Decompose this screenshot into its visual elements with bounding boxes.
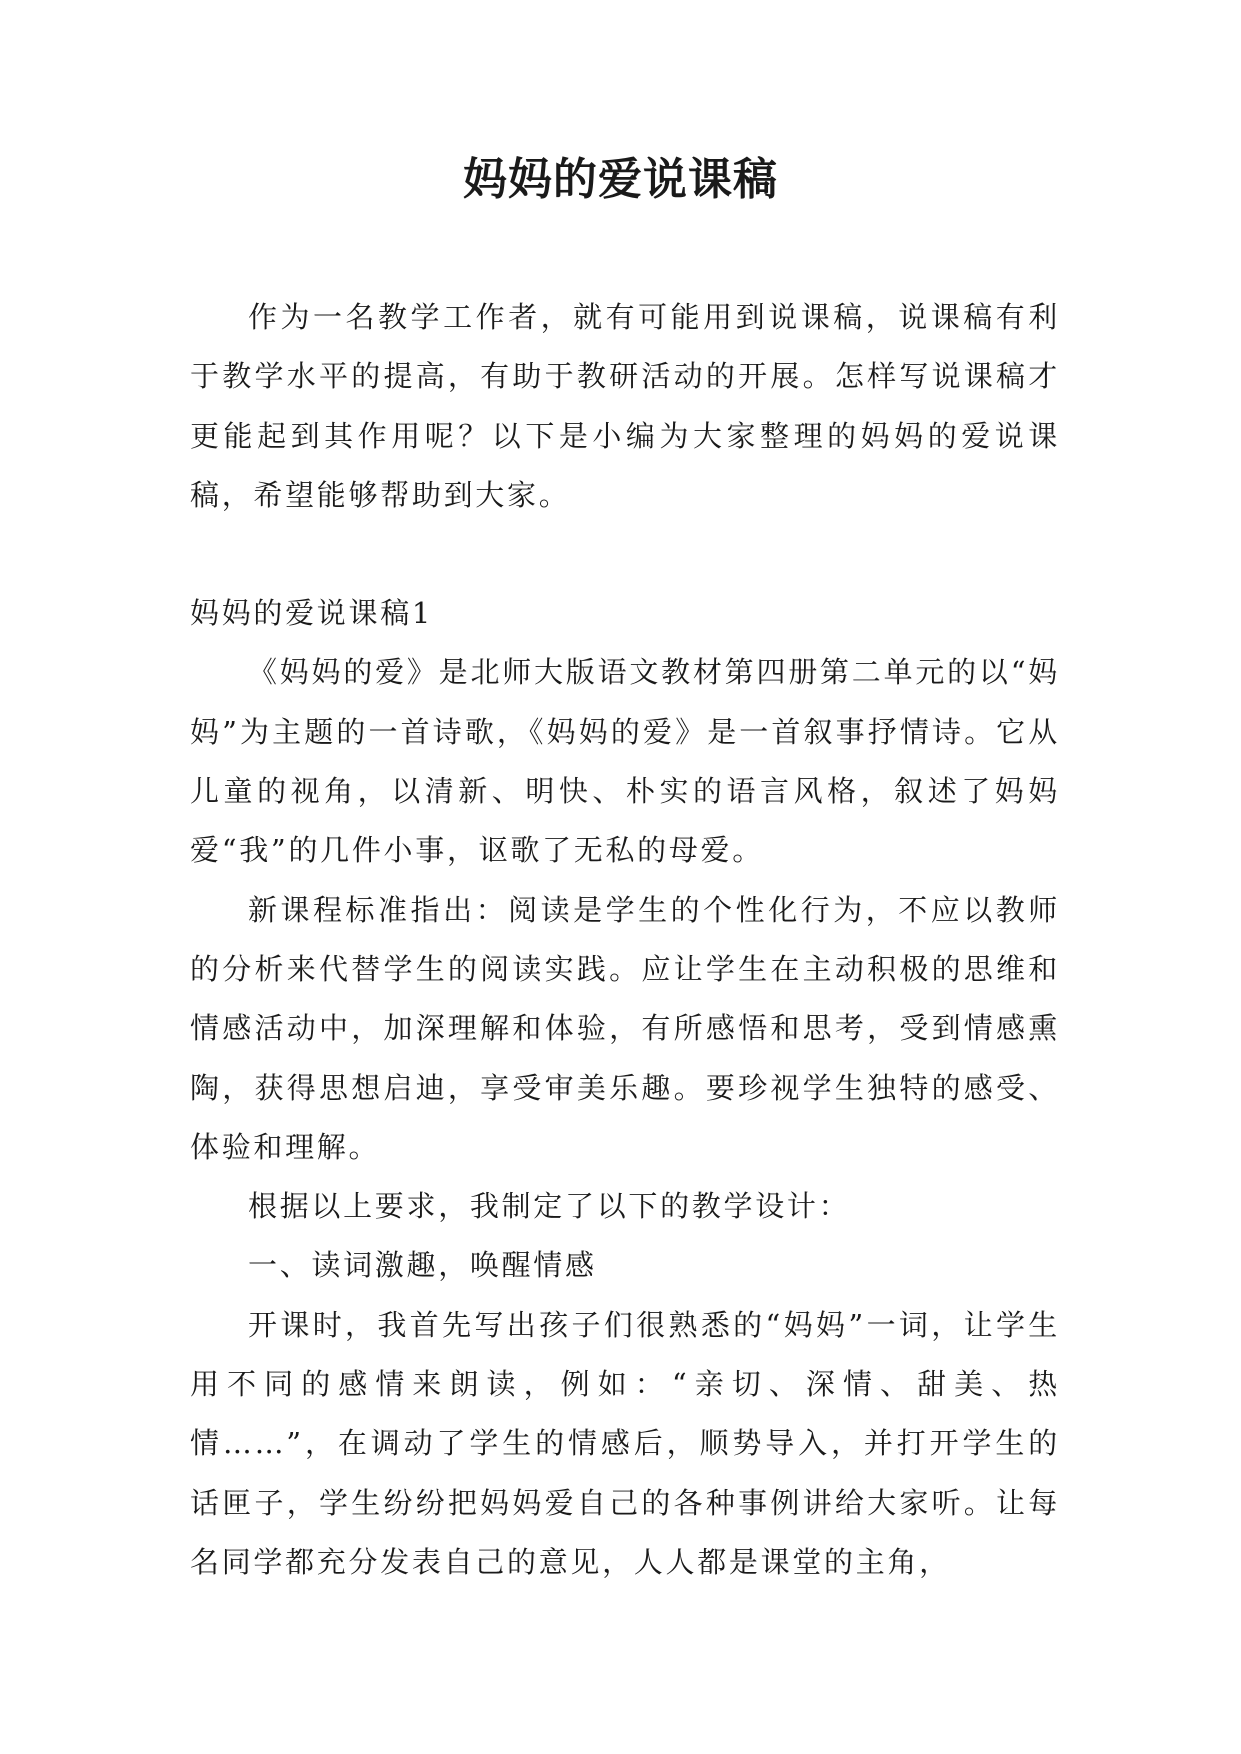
subsection-heading: 一、读词激趣，唤醒情感 <box>248 1248 597 1283</box>
body-paragraph: 开课时，我首先写出孩子们很熟悉的“妈妈”一词，让学生用不同的感情来朗读，例如：“亲切、深情、甜美、热情……”，在调动了学生的情感后，顺势导入，并打开学生的话匣子，学生纷纷把妈妈爱自己的各种事例讲给大家听。让每名同学都充分发表自己的意见，人人都是课堂的主角， <box>190 1307 1060 1579</box>
body-paragraph: 《妈妈的爱》是北师大版语文教材第四册第二单元的以“妈妈”为主题的一首诗歌，《妈妈的爱》是一首叙事抒情诗。它从儿童的视角，以清新、明快、朴实的语言风格，叙述了妈妈爱“我”的几件小事，讴歌了无私的母爱。 <box>190 655 1060 868</box>
body-paragraph: 根据以上要求，我制定了以下的教学设计： <box>248 1189 851 1224</box>
document-title: 妈妈的爱说课稿 <box>463 154 778 205</box>
body-paragraph: 新课程标准指出：阅读是学生的个性化行为，不应以教师的分析来代替学生的阅读实践。应让学生在主动积极的思维和情感活动中，加深理解和体验，有所感悟和思考，受到情感熏陶，获得思想启迪，享受审美乐趣。要珍视学生独特的感受、体验和理解。 <box>190 892 1060 1164</box>
intro-paragraph: 作为一名教学工作者，就有可能用到说课稿，说课稿有利于教学水平的提高，有助于教研活动的开展。怎样写说课稿才更能起到其作用呢？以下是小编为大家整理的妈妈的爱说课稿，希望能够帮助到大家。 <box>190 300 1060 512</box>
document-body <box>190 288 1060 1592</box>
paragraph-spacer <box>190 525 1060 584</box>
section-heading: 妈妈的爱说课稿1 <box>190 596 434 631</box>
